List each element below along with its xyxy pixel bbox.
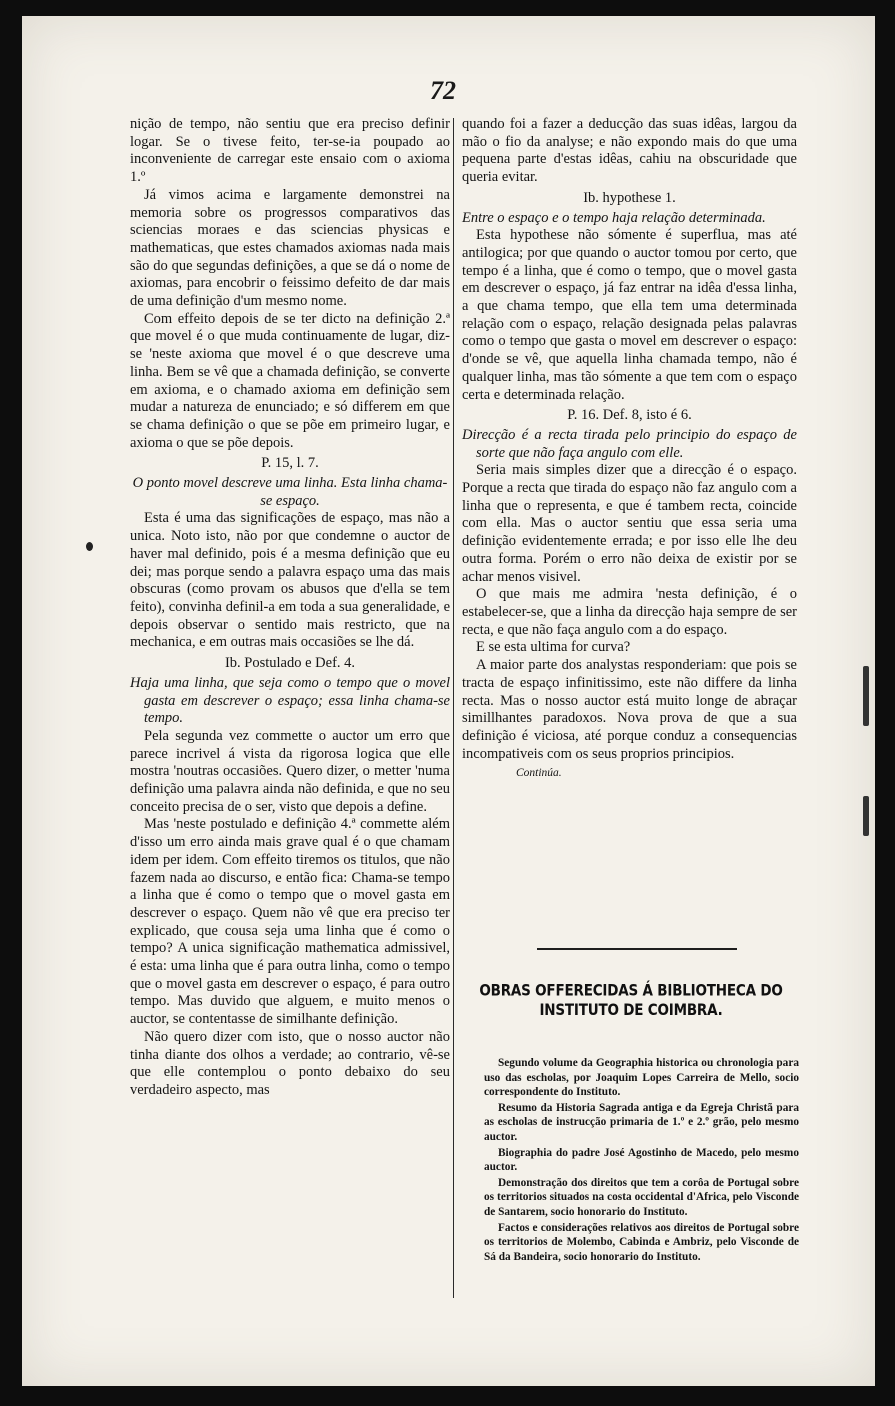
work-entry: Resumo da Historia Sagrada antiga e da Egreja Christã para as escholas de instrucção primaria de 1.º e 2.º grão, pelo mesmo auctor. xyxy=(484,1101,799,1143)
left-column xyxy=(130,116,450,1100)
paragraph: E se esta ultima for curva? xyxy=(476,639,631,656)
work-entry: Segundo volume da Geographia historica ou chronologia para uso das escholas, por Joaquim Lopes Carreira de Mello, socio correspondente do Instituto. xyxy=(484,1057,799,1099)
work-entry: Demonstração dos direitos que tem a corôa de Portugal sobre os territorios situados na costa occidental d'Africa, pelo Visconde de Santarem, socio honorario do Instituto. xyxy=(484,1176,799,1218)
column-divider xyxy=(453,118,454,1298)
quoted-definition: Entre o espaço e o tempo haja relação determinada. xyxy=(462,209,766,226)
paragraph: Com effeito depois de se ter dicto na definição 2.ª que movel é o que muda continuamente de lugar, diz-se 'neste axioma que movel é o que descreve uma linha. Bem se vê que a chamada definição, se converte em axioma, e o chamado axioma em definição sem mudar a natureza de enunciado; e só differem em que se chama definição o que se põe em primeiro lugar, e axioma o que se põe depois. xyxy=(130,310,450,451)
paragraph: Pela segunda vez commette o auctor um erro que parece incrivel á vista da rigorosa logica que elle mostra 'noutras occasiões. Quero dizer, o metter 'numa definição uma palavra ainda não definida, e que no seu conceito precisa de o ser, visto que depois a define. xyxy=(130,727,450,815)
paragraph: Não quero dizer com isto, que o nosso auctor não tinha diante dos olhos a verdade; ao contrario, vê-se que elle contemplou o ponto debaixo do seu verdadeiro aspecto, mas xyxy=(130,1028,450,1098)
paragraph: quando foi a fazer a deducção das suas idêas, largou da mão o fio da analyse; e não expondo mais do que uma pequena parte d'estas idêas, cahiu na obscuridade que queria evitar. xyxy=(462,116,797,186)
quoted-definition: Haja uma linha, que seja como o tempo que o movel gasta em descrever o espaço; essa linha chama-se tempo. xyxy=(130,674,450,727)
continued-note: Continúa. xyxy=(516,767,562,780)
reference-heading: Ib. hypothese 1. xyxy=(583,189,676,206)
paragraph: O que mais me admira 'nesta definição, é o estabelecer-se, que a linha da direcção haja sempre de ser recta, e que não faça angulo com a do espaço. xyxy=(462,586,797,638)
work-entry: Factos e considerações relativos aos direitos de Portugal sobre os territorios de Molembo, Cabinda e Ambriz, pelo Visconde de Sá da Bandeira, socio honorario do Instituto. xyxy=(484,1221,799,1263)
paragraph: Esta hypothese não sómente é superflua, mas até antilogica; por que quando o auctor tomou por certo, que tempo é a linha, que é como o tempo, que o movel gasta em descrever o espaço, já faz entrar na idêa d'essa linha, a que chama tempo, que ella tem uma determinada relação com o espaço, relação designada pelas palavras como o tempo que gasta o movel em descrever o espaço: d'onde se vê, que aquella linha chamada tempo, não é qualquer linha, mas tão sómente a que tem com o espaço certa e determinada relação. xyxy=(462,227,797,403)
newspaper-page xyxy=(22,16,875,1386)
reference-heading: P. 15, l. 7. xyxy=(261,455,319,472)
paragraph: Mas 'neste postulado e definição 4.ª commette além d'isso um erro ainda mais grave qual é o que chamam idem per idem. Com effeito tiremos os titulos, que não fazem nada ao discurso, e então fica: Chama-se tempo a linha que é como o tempo que o movel gasta em descrever o espaço. Quem não vê que era preciso ter explicado, que cousa seja uma linha que é como o tempo? A unica significação mathematica admissivel, é esta: uma linha que é para outra linha, como o tempo que o movel gasta em descrever o espaço, é para outro tempo. Mas duvido que alguem, e muito menos o auctor, se contentasse de similhante definição. xyxy=(130,816,450,1028)
margin-mark xyxy=(863,796,869,836)
reference-heading: Ib. Postulado e Def. 4. xyxy=(224,655,356,672)
quoted-definition: Direcção é a recta tirada pelo principio do espaço de sorte que não faça angulo com elle. xyxy=(462,426,797,461)
right-column xyxy=(462,116,797,783)
page-number: 72 xyxy=(430,76,456,105)
works-list xyxy=(484,1056,799,1265)
paragraph: A maior parte dos analystas responderiam: que pois se tracta de espaço infinitissimo, este não differe da linha recta. Mas o nosso auctor está muito longe de abraçar simillhantes paradoxos. Nova prova de que a sua definição é viciosa, até porque conduz a consequencias incompativeis com os seus proprios principios. xyxy=(462,657,797,762)
reference-heading: P. 16. Def. 8, isto é 6. xyxy=(567,407,692,424)
quoted-definition: O ponto movel descreve uma linha. Esta linha chama-se espaço. xyxy=(132,475,448,509)
ink-spot xyxy=(86,542,93,551)
margin-mark xyxy=(863,666,869,726)
paragraph: Esta é uma das significações de espaço, mas não a unica. Noto isto, não por que condemne o auctor de haver mal definido, pois é a mesma definição que eu dei; mas porque sendo a palavra espaço uma das mais obscuras (como provam os abusos que d'ella se tem feito), convinha definil-a em toda a sua generalidade, e depois observar o sentido mais restricto, que na mechanica, e em outras mais occasiões se lhe dá. xyxy=(130,510,450,651)
work-entry: Biographia do padre José Agostinho de Macedo, pelo mesmo auctor. xyxy=(484,1146,799,1174)
paragraph: Já vimos acima e largamente demonstrei na memoria sobre os progressos comparativos das sciencias moraes e das sciencias physicas e mathematicas, que estes chamados axiomas nada mais são do que segundas definições, a que se dá o nome de axiomas, para encobrir o feissimo defeito de dar mais de uma definição d'um mesmo nome. xyxy=(130,186,450,310)
paragraph: Seria mais simples dizer que a direcção é o espaço. Porque a recta que tirada do espaço não faz angulo com a linha que o representa, e que é tambem recta, coincide com ella. Mas o auctor sentiu que essa seria uma definição evidentemente errada; e por isso elle lhe deu outra forma. Porém o erro não deixa de existir por se achar menos visivel. xyxy=(462,462,797,585)
paragraph: nição de tempo, não sentiu que era preciso definir logar. Se o tivese feito, ter-se-ia poupado ao inconveniente de carregar este ensaio com o axioma 1.º xyxy=(130,116,450,186)
section-heading: OBRAS OFFERECIDAS Á BIBLIOTHECA DO INSTITUTO DE COIMBRA. xyxy=(479,981,783,1020)
section-rule xyxy=(537,948,737,950)
